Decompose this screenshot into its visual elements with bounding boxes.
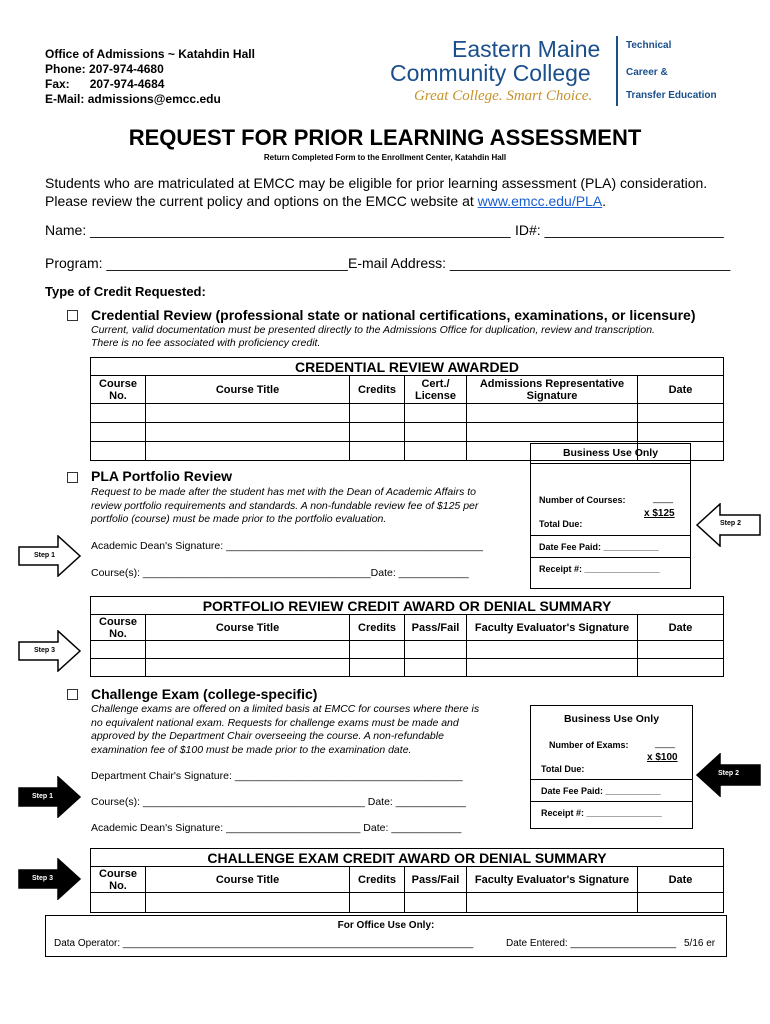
office-use-box — [45, 915, 727, 957]
table-row[interactable] — [91, 423, 724, 442]
credential-heading: Credential Review (professional state or national certifications, examinations, or licensure) — [91, 307, 696, 323]
challenge-note-line2: no equivalent national exam. Requests for challenge exams must be made and — [91, 716, 459, 729]
data-operator-field[interactable]: Data Operator: _______________________________________________________________ — [54, 938, 474, 949]
col-course-title: Course Title — [146, 376, 350, 404]
logo-right2: Career & — [626, 67, 668, 78]
challenge-note-line3: approved by the Department Chair overseeing the course. A non-refundable — [91, 730, 444, 742]
col-evaluator-signature: Faculty Evaluator's Signature — [467, 867, 638, 893]
logo-line1: Eastern Maine — [452, 36, 601, 62]
table-row[interactable] — [91, 659, 724, 677]
step1-label: Step 1 — [32, 793, 54, 800]
challenge-table-title: CHALLENGE EXAM CREDIT AWARD OR DENIAL SUMMARY — [91, 849, 724, 867]
intro-line2: Please review the current policy and options on the EMCC website at — [45, 193, 478, 209]
intro-line1: Students who are matriculated at EMCC may be eligible for prior learning assessment (PLA) consideration. — [45, 175, 708, 191]
total-due-label: Total Due: — [539, 519, 583, 529]
program-field[interactable]: Program: _______________________________ — [45, 255, 348, 271]
name-field[interactable]: Name: ______________________________________________________ — [45, 222, 511, 238]
num-courses-blank[interactable]: ____ — [653, 493, 674, 503]
chair-signature[interactable]: Department Chair's Signature: _______________________________________ — [91, 770, 463, 782]
portfolio-table-title: PORTFOLIO REVIEW CREDIT AWARD OR DENIAL SUMMARY — [91, 597, 724, 615]
table-row[interactable] — [91, 404, 724, 423]
col-course-no: Course No. — [91, 376, 146, 404]
challenge-fee: x $100 — [647, 752, 678, 763]
col-course-title: Course Title — [146, 867, 350, 893]
portfolio-dean-signature[interactable]: Academic Dean's Signature: ____________________________________________ — [91, 540, 484, 552]
col-date: Date — [638, 376, 724, 404]
portfolio-note — [91, 486, 478, 527]
logo-right3: Transfer Education — [626, 90, 717, 101]
col-pass-fail: Pass/Fail — [405, 867, 467, 893]
table-row[interactable] — [91, 893, 724, 913]
credential-table-title: CREDENTIAL REVIEW AWARDED — [91, 358, 724, 376]
step3-label: Step 3 — [32, 875, 54, 882]
col-credits: Credits — [350, 376, 405, 404]
credential-note — [91, 324, 655, 350]
portfolio-table — [90, 596, 724, 677]
challenge-courses-field[interactable]: Course(s): ______________________________________ Date: ____________ — [91, 796, 466, 808]
type-heading: Type of Credit Requested: — [45, 284, 206, 299]
col-course-no: Course No. — [91, 867, 146, 893]
portfolio-note-line3: portfolio (course) must be made prior to the portfolio evaluation. — [91, 513, 387, 525]
phone-number: 207-974-4680 — [89, 62, 164, 76]
col-credits: Credits — [350, 867, 405, 893]
challenge-dean-signature[interactable]: Academic Dean's Signature: _______________________ Date: ____________ — [91, 822, 462, 834]
portfolio-note-line2: review portfolio requirements and standards. A non-fundable review fee of $125 per — [91, 499, 479, 512]
col-cert-license: Cert./ License — [405, 376, 467, 404]
phone-label: Phone: — [45, 62, 86, 76]
receipt-number[interactable]: Receipt #: _______________ — [541, 808, 662, 818]
step3-label: Step 3 — [34, 647, 56, 654]
total-due-label: Total Due: — [541, 764, 585, 774]
form-version: 5/16 er — [684, 938, 716, 949]
email-label: E-Mail: — [45, 92, 85, 106]
office-name: Office of Admissions ~ Katahdin Hall — [45, 47, 255, 61]
portfolio-heading: PLA Portfolio Review — [91, 468, 233, 484]
fax-number: 207-974-4684 — [89, 77, 165, 91]
office-use-title: For Office Use Only: — [337, 920, 435, 931]
col-pass-fail: Pass/Fail — [405, 615, 467, 641]
num-exams-label: Number of Exams: — [549, 740, 629, 750]
col-date: Date — [638, 867, 724, 893]
challenge-checkbox[interactable] — [67, 689, 78, 700]
logo-line2: Community College — [390, 60, 591, 86]
col-course-title: Course Title — [146, 615, 350, 641]
challenge-business-box — [530, 705, 693, 829]
challenge-table — [90, 848, 724, 913]
step2-label: Step 2 — [720, 520, 742, 527]
office-address — [45, 47, 255, 107]
email-field[interactable]: E-mail Address: ____________________________________ — [348, 255, 731, 271]
num-courses-label: Number of Courses: — [539, 495, 626, 505]
credential-note-line1: Current, valid documentation must be presented directly to the Admissions Office for duplication, review and transcription. — [91, 324, 655, 336]
fax-label: Fax: — [45, 77, 70, 91]
challenge-note-line4: examination fee of $100 must be made prior to the examination date. — [91, 743, 412, 756]
logo-tagline: Great College. Smart Choice. — [414, 88, 593, 104]
business-title: Business Use Only — [562, 447, 659, 459]
portfolio-checkbox[interactable] — [67, 472, 78, 483]
num-exams-blank[interactable]: ____ — [655, 738, 676, 748]
logo-divider — [616, 36, 618, 106]
email-address: admissions@emcc.edu — [87, 92, 221, 106]
portfolio-note-line1: Request to be made after the student has met with the Dean of Academic Affairs to — [91, 486, 477, 498]
business-title: Business Use Only — [563, 713, 660, 725]
col-credits: Credits — [350, 615, 405, 641]
portfolio-business-box — [530, 443, 691, 589]
portfolio-fee: x $125 — [644, 508, 675, 519]
date-entered-field[interactable]: Date Entered: ___________________ — [506, 938, 677, 949]
form-title: REQUEST FOR PRIOR LEARNING ASSESSMENT — [128, 125, 642, 150]
step2-label: Step 2 — [718, 770, 740, 777]
logo-right1: Technical — [626, 40, 672, 51]
credential-checkbox[interactable] — [67, 310, 78, 321]
col-date: Date — [638, 615, 724, 641]
col-admissions-signature: Admissions Representative Signature — [467, 376, 638, 404]
college-logo — [390, 36, 730, 108]
receipt-number[interactable]: Receipt #: _______________ — [539, 564, 660, 574]
credential-note-line2: There is no fee associated with proficiency credit. — [91, 337, 321, 349]
col-evaluator-signature: Faculty Evaluator's Signature — [467, 615, 638, 641]
challenge-heading: Challenge Exam (college-specific) — [91, 686, 318, 702]
form-subtitle: Return Completed Form to the Enrollment Center, Katahdin Hall — [263, 153, 507, 162]
pla-link[interactable]: www.emcc.edu/PLA — [477, 193, 603, 209]
challenge-note — [91, 703, 479, 757]
col-course-no: Course No. — [91, 615, 146, 641]
id-field[interactable]: ID#: _______________________ — [515, 222, 724, 238]
table-row[interactable] — [91, 641, 724, 659]
intro-line2-end: . — [602, 193, 607, 209]
step1-label: Step 1 — [34, 552, 56, 559]
date-fee-paid[interactable]: Date Fee Paid: ___________ — [539, 542, 659, 552]
portfolio-courses-field[interactable]: Course(s): _______________________________________Date: ____________ — [91, 567, 469, 579]
challenge-note-line1: Challenge exams are offered on a limited basis at EMCC for courses where there is — [91, 703, 480, 715]
intro-text — [45, 174, 735, 210]
date-fee-paid[interactable]: Date Fee Paid: ___________ — [541, 786, 661, 796]
